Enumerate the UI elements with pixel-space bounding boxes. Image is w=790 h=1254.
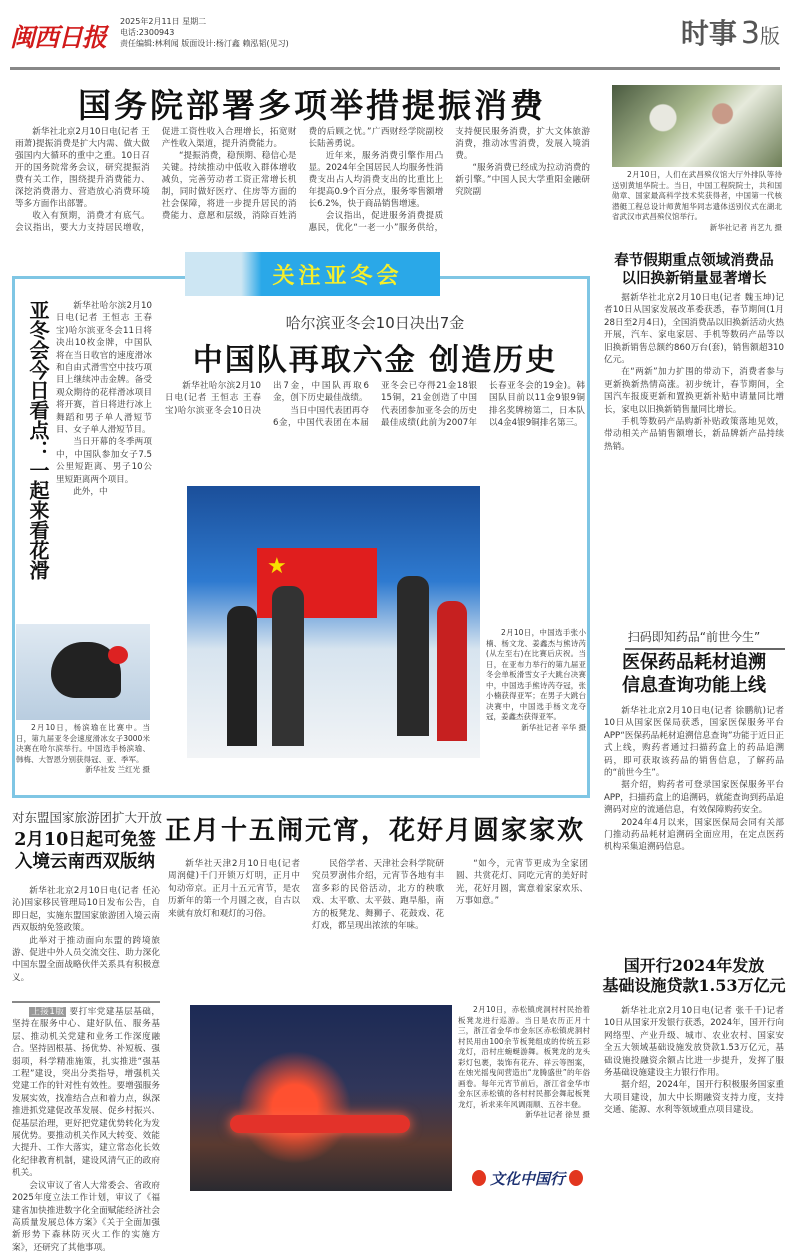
speed-skater-photo bbox=[16, 624, 150, 720]
fujian-story-body: 上接1版 要打牢党建基层基础，坚持在服务中心、建好队伍、服务基层、推动机关党建和业务工作深度融合。坚持固根基、扬优势、补短板、强弱项，科学精准施策，扎实推进“强基工程”建设，突出分类指导，增强机关党建工作的针对性有效性。要增强服务发展实效，找准结合点和着力点，纵深推进抓党建促改革发展、促乡村振兴、促基层治理，更好把党建优势转化为发展优势。要推动机关作风大转变、效能大提升、工作大落实，建立常态化长效化纪律教育机制，建设风清气正的政府机关。 会议审议了省人大常委会、省政府2025年度立法工作计划，审议了《福建省加快推进数字化全面赋能经济社会高质量发展总体方案》《关于全面加强新形势下森林防灭火工作的实施方案》，还研究了其他事项。 bbox=[12, 1007, 160, 1253]
editors: 责任编辑:林利闻 版面设计:杨汀鑫 赖泓韬(见习) bbox=[120, 39, 289, 48]
winter-headline: 中国队再取六金 创造历史 bbox=[192, 343, 558, 378]
page-label: 时事 3版 bbox=[680, 16, 780, 51]
snowboard-team-photo bbox=[187, 486, 480, 758]
winter-subtitle: 哈尔滨亚冬会10日决出7金 bbox=[285, 314, 465, 332]
phone: 电话:2300943 bbox=[120, 28, 175, 37]
top-photo bbox=[612, 85, 782, 167]
top-photo-caption: 2月10日，人们在武昌殡仪馆大厅外排队等待送别黄旭华院士。当日，中国工程院院士，共和国勋章、国家最高科学技术奖获得者，中国第一代核潜艇工程总设计师黄旭华同志遗体送别仪式在湖北省武汉市武昌殡仪馆举行。 新华社记者 肖艺九 摄 bbox=[612, 170, 782, 232]
snowboard-photo-caption: 2月10日，中国选手张小楠、杨文龙、姜鑫杰与熊诗芮(从左至右)在比赛后庆祝。当日，在亚布力举行的第九届亚冬会单板滑雪女子大跳台决赛中，中国选手熊诗芮夺冠，张小楠获得亚军；在男子大跳台决赛中，中国选手杨文龙夺冠，姜鑫杰获得亚军。 新华社记者 辛华 摄 bbox=[486, 628, 586, 732]
cdb-headline: 国开行2024年发放 基础设施贷款1.53万亿元 bbox=[602, 956, 786, 995]
medical-story-body: 新华社北京2月10日电(记者 徐鹏航)记者10日从国家医保局获悉，国家医保服务平台APP“医保药品耗材追溯信息查询”功能于近日正式上线，购药者通过扫描药盒上的药品追溯码，即可获取该药品的销售信息，了解药品的“前世今生”。 据介绍，购药者可登录国家医保服务平台APP，扫描药盒上的追溯码，就能查询到药品追溯码对应的流通信息，有效保障购药安全。 2024年4月以来，国家医保局会同有关部门推动药品耗材追溯码全面应用，在定点医药机构采集追溯码信息。 bbox=[604, 706, 784, 853]
newspaper-logo: 闽西日报 bbox=[10, 23, 107, 52]
speed-skater-caption: 2月10日，杨滨瑜在比赛中。当日，第九届亚冬会速度滑冰女子3000米决赛在哈尔滨举行。中国选手杨滨瑜、韩梅、大智恩分别获得冠、亚、季军。 新华社发 兰红光 摄 bbox=[16, 723, 150, 774]
spring-story-body: 据新华社北京2月10日电(记者 魏玉坤)记者10日从国家发展改革委获悉，春节期间(1月28日至2月4日)，全国消费品以旧换新活动火热开展，汽车、家电家居、手机等数码产品等以旧换新销售总额约860万台(套)，销售额超310亿元。 在“两新”加力扩围的带动下，消费者参与更新换新热情高涨。初步统计，春节期间，全国汽车报废更新和置换更新补贴申请量同比增长，家电以旧换新销售量同比增长。 手机等数码产品购新补贴政策落地见效，带动相关产品销售额增长，新品牌新产品持续热销。 bbox=[604, 293, 784, 452]
issue-date: 2025年2月11日 星期二 bbox=[120, 17, 207, 26]
visa-story-body: 新华社北京2月10日电(记者 任沁沁)国家移民管理局10日发布公告，自即日起，实施东盟国家旅游团入境云南西双版纳免签政策。 此举对于推动面向东盟的跨境旅游、促进中外人员交流交往、助力深化中国东盟全面战略伙伴关系具有积极意义。 bbox=[12, 886, 160, 983]
lantern-icon bbox=[569, 1170, 583, 1186]
top-story-body: 新华社北京2月10日电(记者 王雨萧)提振消费是扩大内需、做大做强国内大循环的重中之重。10日召开的国务院常务会议，研究提振消费有关工作，围绕提升消费能力、深挖消费潜力、营造放心消费环境等多方面作出部署。 收入有预期，消费才有底气。会议指出，要大力支持居民增收，促进工资性收入合理增长，拓宽财产性收入渠道，提升消费能力。 “提振消费，稳预期、稳信心是关键。持续推动中低收入群体增收减负，完善劳动者工资正常增长机制，同时做好医疗、住房等方面的社会保障，将进一步提升居民的消费能力、意愿和层级，消除百姓消费的后顾之忧。”广西财经学院副校长陆善勇说。 近年来，服务消费引擎作用凸显。2024年全国居民人均服务性消费支出占人均消费支出的比重比上年提高0.9个百分点，服务零售额增长6.2%，快于商品销售增速。 会议指出，促进服务消费提质惠民，优化“一老一小”服务供给，支持便民服务消费，扩大文体旅游消费，推动冰雪消费，发展入境消费。 “服务消费已经成为拉动消费的新引擎。”中国人民大学重阳金融研究院副 bbox=[15, 127, 590, 233]
divider bbox=[625, 648, 785, 650]
masthead bbox=[0, 0, 790, 72]
spring-headline: 春节假期重点领域消费品 以旧换新销量显著增长 bbox=[614, 252, 774, 288]
lantern-icon bbox=[472, 1170, 486, 1186]
top-headline: 国务院部署多项举措提振消费 bbox=[78, 86, 546, 125]
lantern-headline: 正月十五闹元宵，花好月圆家家欢 bbox=[164, 816, 585, 846]
dragon-lantern-photo bbox=[190, 1005, 452, 1191]
dragon-lantern-caption: 2月10日，赤松镇虎洞村村民抬着板凳龙进行巡游。当日是农历正月十三，浙江省金华市金东区赤松镇虎洞村村民用由100余节板凳组成的传统五彩龙灯，沿村庄蜿蜒游舞。板凳龙的龙头彩灯包裹，装饰有花卉、祥云等图案，在烛光摇曳间营造出“龙腾盛世”的年俗画卷。每年元宵节前后，浙江省金华市金东区赤松镇的各村村民都会舞起板凳龙灯，祈求来年风调雨顺、五谷丰登。 新华社记者 徐昱 摄 bbox=[458, 1005, 590, 1119]
side-story-body: 新华社哈尔滨2月10日电(记者 王恒志 王春宝)哈尔滨亚冬会11日将决出10枚金牌，中国队将在当日收官的速度滑冰和自由式滑雪空中技巧项目上继续冲击金牌。备受观众期待的花样滑冰项目将开赛，首日将进行冰上舞蹈和男子单人滑短节目、女子单人滑短节目。 当日开幕的冬季两项中，中国队参加女子7.5公里短距离、男子10公里短距离两个项目。 此外，中 bbox=[56, 301, 152, 498]
continued-tag: 上接1版 bbox=[31, 1007, 65, 1017]
side-headline: 亚冬会今日看点：一起来看花滑 bbox=[26, 300, 50, 580]
divider bbox=[12, 1001, 160, 1003]
masthead-rule bbox=[10, 67, 780, 70]
medical-subtitle: 扫码即知药品“前世今生” bbox=[627, 630, 761, 644]
chinese-flag: ★ bbox=[257, 548, 377, 618]
visa-subtitle: 对东盟国家旅游团扩大开放 bbox=[12, 810, 163, 825]
medical-headline: 医保药品耗材追溯 信息查询功能上线 bbox=[622, 652, 766, 696]
visa-headline: 2月10日起可免签 入境云南西双版纳 bbox=[14, 830, 156, 872]
winter-story-body: 新华社哈尔滨2月10日电(记者 王恒志 王春宝)哈尔滨亚冬会10日决出7金，中国队再取6金，创下历史最佳战绩。 当日中国代表团再夺6金，中国代表团在本届亚冬会已夺得21金18银15铜，21金创造了中国代表团参加亚冬会的历史最佳成绩(此前为2007年长春亚冬会的19金)。韩国队目前以11金9银9铜排名奖牌榜第二，日本队以4金4银9铜排名第三。 bbox=[165, 381, 585, 429]
cdb-story-body: 新华社北京2月10日电(记者 张千千)记者10日从国家开发银行获悉，2024年，国开行向网络型、产业升级、城市、农业农村、国家安全五大领域基础设施发放贷款1.53万亿元，基础设施投融资余额占比进一步提升，发挥了服务基础设施建设主力银行作用。 据介绍，2024年，国开行积极服务国家重大项目建设，加大中长期融资支持力度，支持交通、能源、水利等领域重点项目建设。 bbox=[604, 1006, 784, 1116]
winter-games-banner: 关注亚冬会 bbox=[185, 252, 440, 296]
culture-china-logo: 文化中国行 bbox=[470, 1162, 585, 1194]
lantern-story-body: 新华社天津2月10日电(记者 周润健)千门开锁万灯明，正月中旬动帝京。正月十五元宵节，是农历新年的第一个月圆之夜，自古以来就有放灯和观灯的习俗。 民俗学者、天津社会科学院研究员罗澍伟介绍，元宵节各地有丰富多彩的民俗活动，北方的秧歌戏、太平歌、太平鼓、跑旱船，南方的板凳龙、舞狮子、花鼓戏、花灯戏，都呈现出浓浓的年味。 “如今，元宵节更成为全家团圆、共赏花灯、同吃元宵的美好时光，花好月圆，寓意着家家欢乐、万事如意。” bbox=[168, 859, 588, 932]
